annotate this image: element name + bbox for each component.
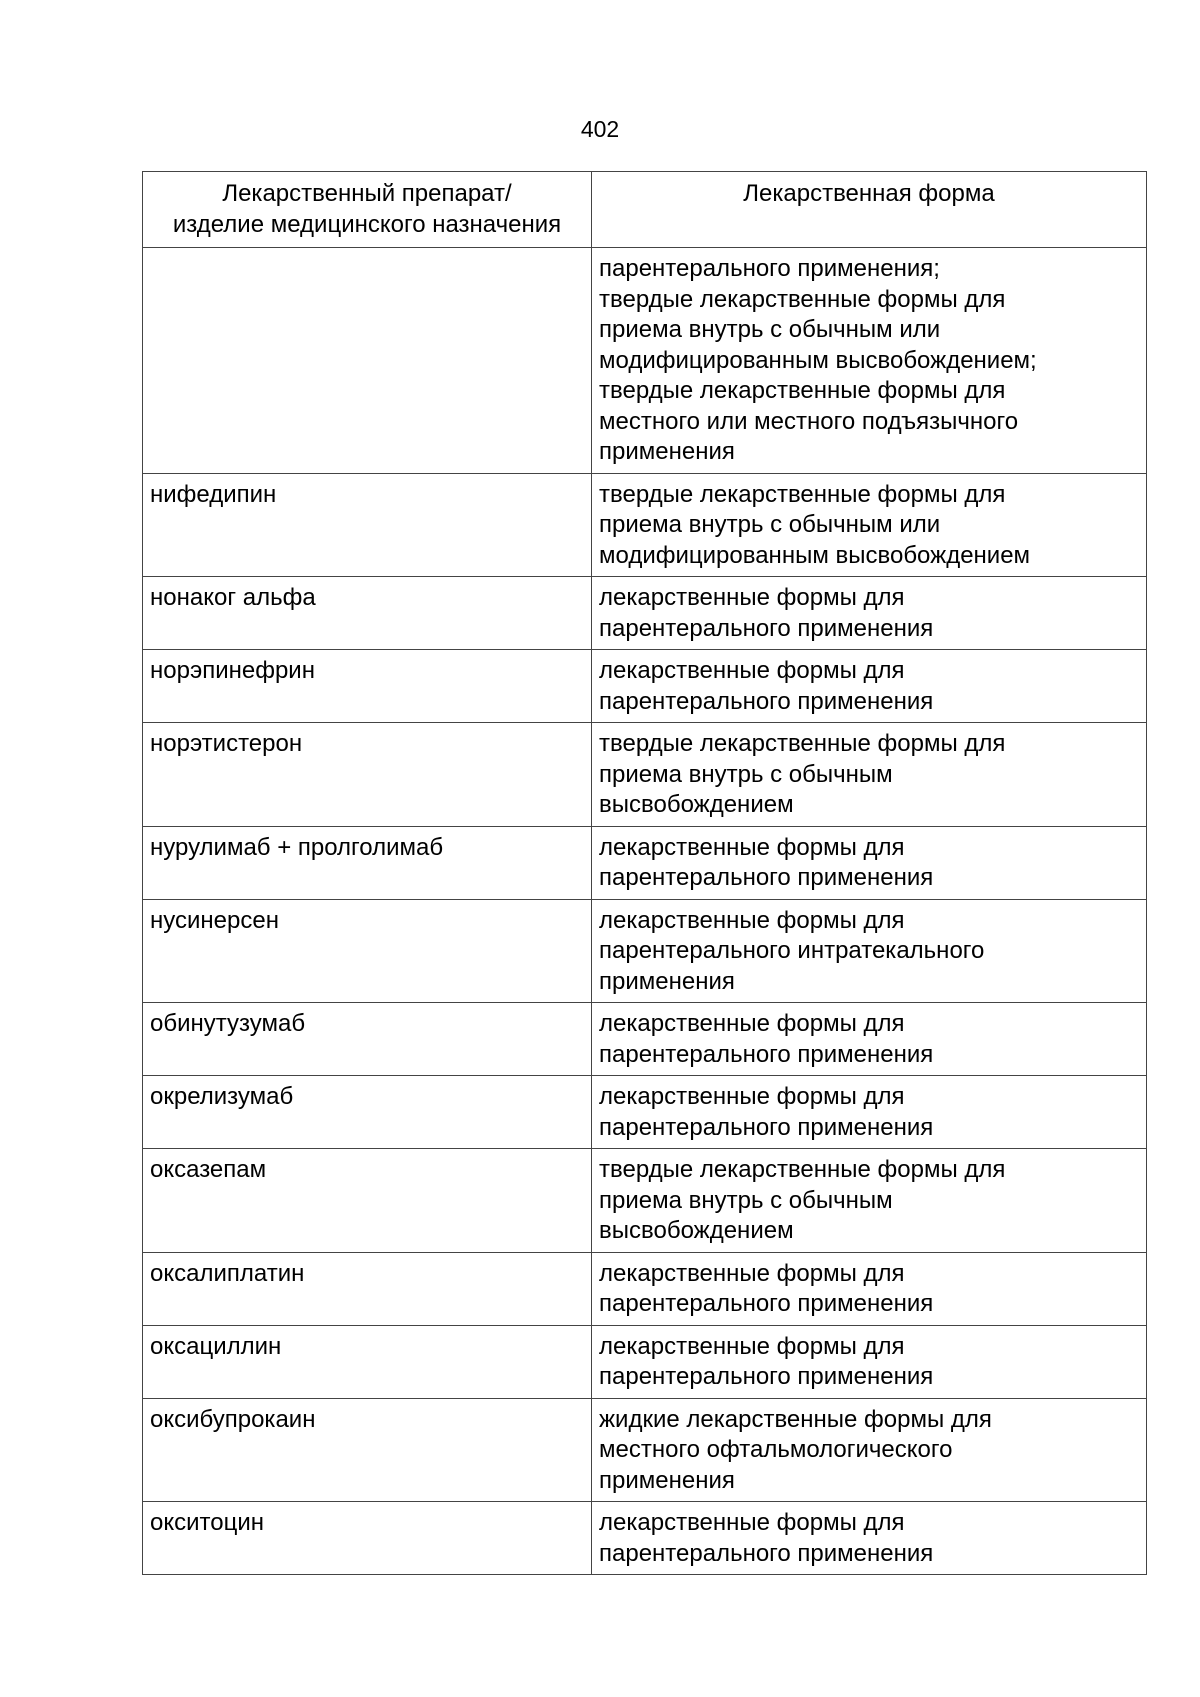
- header-row: [143, 172, 1147, 248]
- drug-cell: нусинерсен: [143, 899, 592, 1003]
- table-row: [143, 650, 1147, 723]
- table-row: [143, 1252, 1147, 1325]
- table-row: [143, 1076, 1147, 1149]
- form-cell: жидкие лекарственные формы для местного офтальмологического применения: [592, 1398, 1147, 1502]
- drug-cell: норэтистерон: [143, 723, 592, 827]
- table-row: [143, 577, 1147, 650]
- drug-cell: окрелизумаб: [143, 1076, 592, 1149]
- drug-cell: окситоцин: [143, 1502, 592, 1575]
- form-cell: лекарственные формы для парентерального применения: [592, 1076, 1147, 1149]
- form-cell: лекарственные формы для парентерального применения: [592, 650, 1147, 723]
- form-cell: парентерального применения; твердые лекарственные формы для приема внутрь с обычным или модифицированным высвобождением; твердые лекарственные формы для местного или местного подъязычного применения: [592, 248, 1147, 474]
- drug-cell: нурулимаб + пролголимаб: [143, 826, 592, 899]
- page-number: 402: [580, 116, 620, 142]
- form-cell: твердые лекарственные формы для приема внутрь с обычным высвобождением: [592, 723, 1147, 827]
- drug-table: [142, 171, 1147, 1575]
- form-cell: лекарственные формы для парентерального применения: [592, 1325, 1147, 1398]
- form-cell: лекарственные формы для парентерального применения: [592, 1003, 1147, 1076]
- drug-cell: оксазепам: [143, 1149, 592, 1253]
- drug-cell: [143, 248, 592, 474]
- form-cell: лекарственные формы для парентерального интратекального применения: [592, 899, 1147, 1003]
- table-row: [143, 1003, 1147, 1076]
- form-cell: лекарственные формы для парентерального применения: [592, 1252, 1147, 1325]
- form-cell: твердые лекарственные формы для приема внутрь с обычным или модифицированным высвобождением: [592, 473, 1147, 577]
- table-row: [143, 1325, 1147, 1398]
- form-cell: лекарственные формы для парентерального применения: [592, 577, 1147, 650]
- table-row: [143, 473, 1147, 577]
- drug-cell: нонаког альфа: [143, 577, 592, 650]
- table-header: [143, 172, 1147, 248]
- table-row: [143, 1149, 1147, 1253]
- table-row: [143, 899, 1147, 1003]
- table-body: [143, 248, 1147, 1575]
- drug-cell: оксалиплатин: [143, 1252, 592, 1325]
- form-cell: лекарственные формы для парентерального применения: [592, 1502, 1147, 1575]
- form-cell: твердые лекарственные формы для приема внутрь с обычным высвобождением: [592, 1149, 1147, 1253]
- drug-cell: обинутузумаб: [143, 1003, 592, 1076]
- header-drug: Лекарственный препарат/ изделие медицинского назначения: [143, 172, 592, 248]
- table-row: [143, 723, 1147, 827]
- drug-cell: норэпинефрин: [143, 650, 592, 723]
- drug-cell: оксибупрокаин: [143, 1398, 592, 1502]
- drug-cell: нифедипин: [143, 473, 592, 577]
- drug-cell: оксациллин: [143, 1325, 592, 1398]
- table-row: [143, 826, 1147, 899]
- form-cell: лекарственные формы для парентерального применения: [592, 826, 1147, 899]
- table-row: [143, 1398, 1147, 1502]
- header-form: Лекарственная форма: [592, 172, 1147, 248]
- table-row: [143, 1502, 1147, 1575]
- table-row: [143, 248, 1147, 474]
